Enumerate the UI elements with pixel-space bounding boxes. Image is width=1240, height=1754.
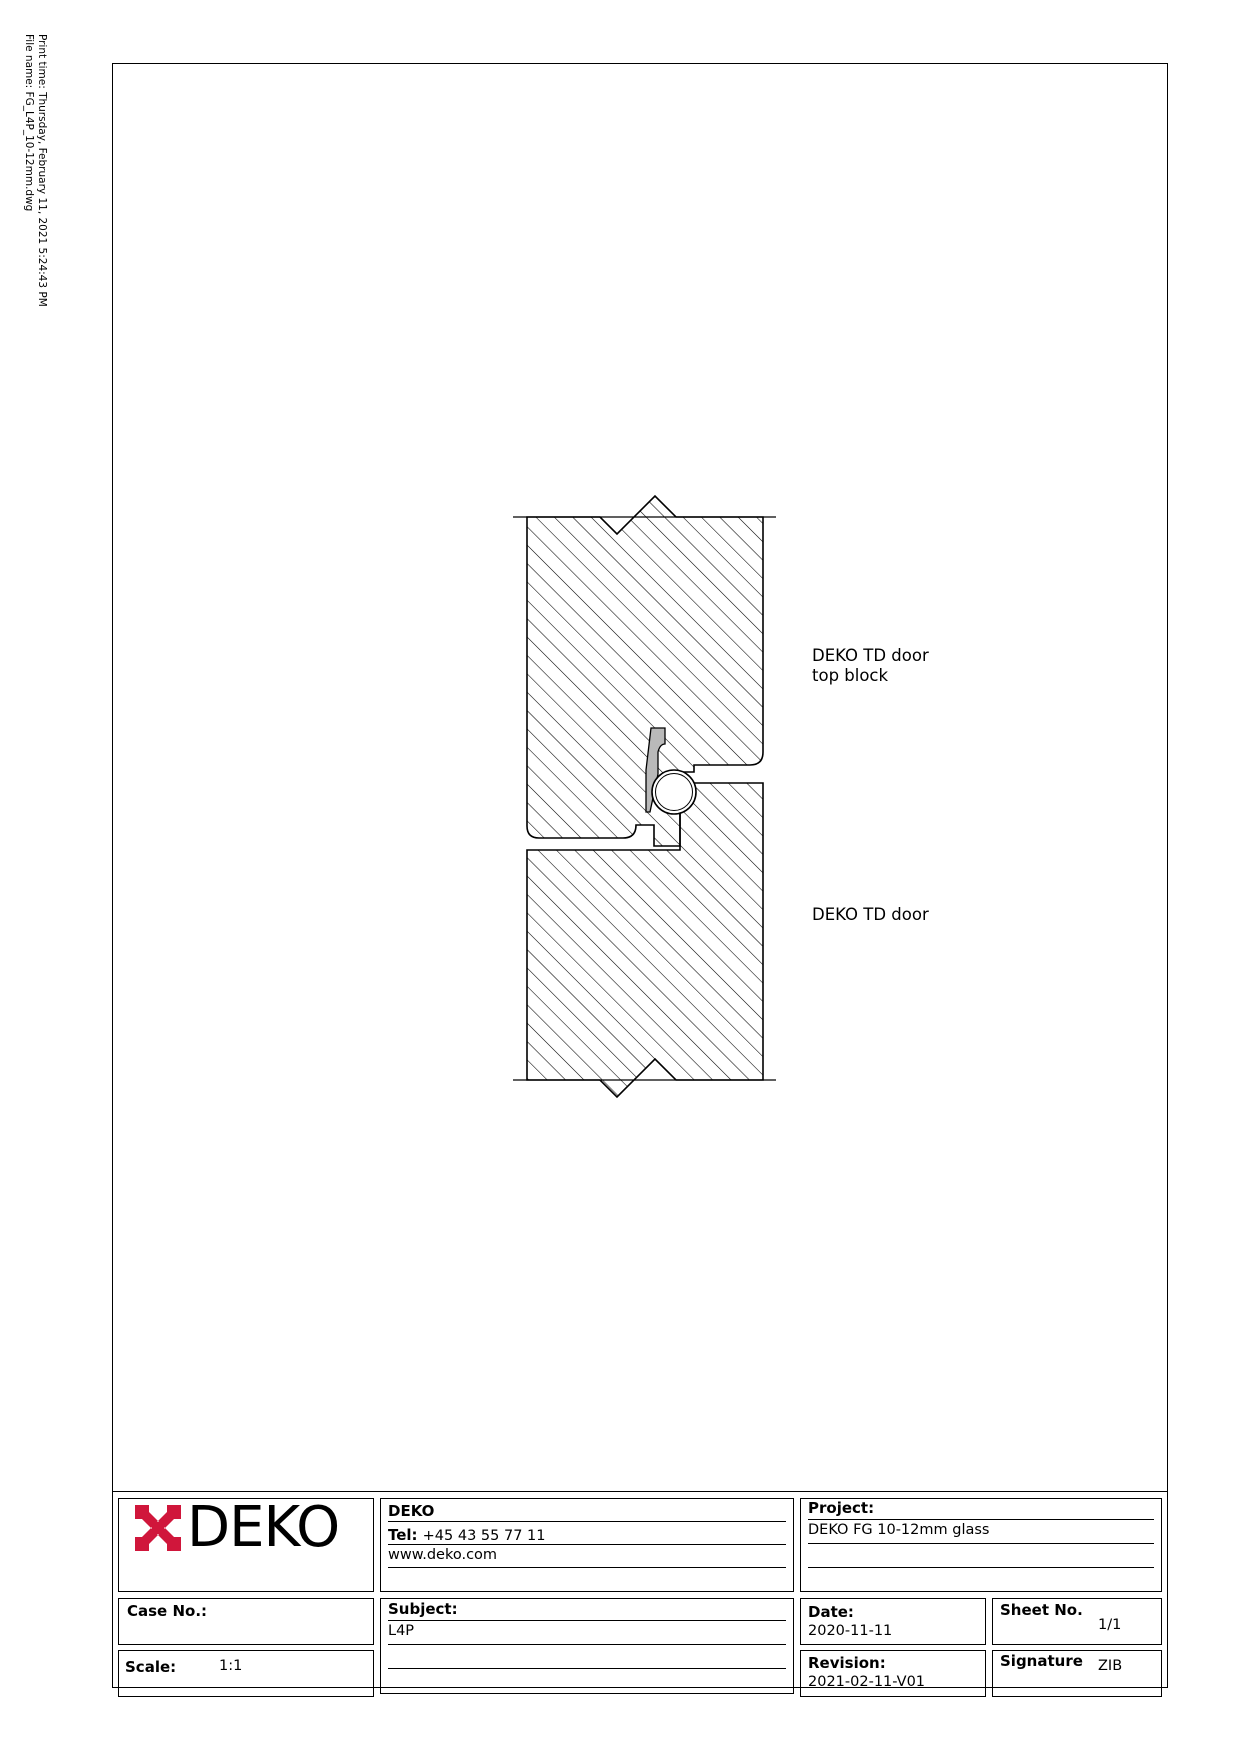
subject-label: Subject: — [388, 1600, 458, 1618]
label-bottom-door: DEKO TD door — [812, 905, 929, 924]
date-value: 2020-11-11 — [808, 1623, 893, 1639]
signature-label: Signature — [1000, 1652, 1083, 1670]
subject-value: L4P — [388, 1623, 415, 1639]
sheet-no-label: Sheet No. — [1000, 1601, 1083, 1619]
revision-label: Revision: — [808, 1654, 886, 1672]
company-cell — [380, 1498, 794, 1592]
company-rule-3 — [388, 1567, 786, 1568]
project-value: DEKO FG 10-12mm glass — [808, 1522, 990, 1538]
revision-value: 2021-02-11-V01 — [808, 1674, 926, 1690]
subject-rule-2 — [388, 1644, 786, 1645]
label-top-block-line1: DEKO TD door — [812, 646, 929, 665]
tel-label: Tel: — [388, 1526, 418, 1544]
signature-value: ZIB — [1098, 1658, 1123, 1674]
deko-logo — [135, 1495, 340, 1560]
tel-value: +45 43 55 77 11 — [422, 1528, 546, 1544]
company-rule-2 — [388, 1544, 786, 1545]
project-rule-3 — [808, 1567, 1154, 1568]
print-time: Print time: Thursday, February 11, 2021 5:24:43 PM — [36, 34, 48, 307]
label-top-block-line2: top block — [812, 666, 889, 685]
company-rule-1 — [388, 1521, 786, 1522]
scale-value: 1:1 — [219, 1658, 243, 1674]
subject-rule-3 — [388, 1668, 786, 1669]
sheet-no-value: 1/1 — [1098, 1617, 1122, 1633]
file-name: File name: FG_L4P_10-12mm.dwg — [23, 34, 35, 212]
date-label: Date: — [808, 1603, 854, 1621]
project-rule-2 — [808, 1543, 1154, 1544]
project-rule-1 — [808, 1519, 1154, 1520]
project-label: Project: — [808, 1499, 875, 1517]
deko-logo-mark-icon — [135, 1505, 181, 1551]
company-website: www.deko.com — [388, 1547, 498, 1563]
gasket-bulb — [652, 770, 696, 814]
scale-label: Scale: — [125, 1658, 177, 1676]
company-name: DEKO — [388, 1502, 435, 1520]
label-top-block — [812, 646, 929, 686]
subject-rule-1 — [388, 1620, 786, 1621]
case-no-label: Case No.: — [127, 1602, 208, 1620]
company-tel — [388, 1525, 546, 1544]
title-block-divider — [112, 1491, 1168, 1492]
deko-logo-text: DEKO — [187, 1495, 340, 1560]
